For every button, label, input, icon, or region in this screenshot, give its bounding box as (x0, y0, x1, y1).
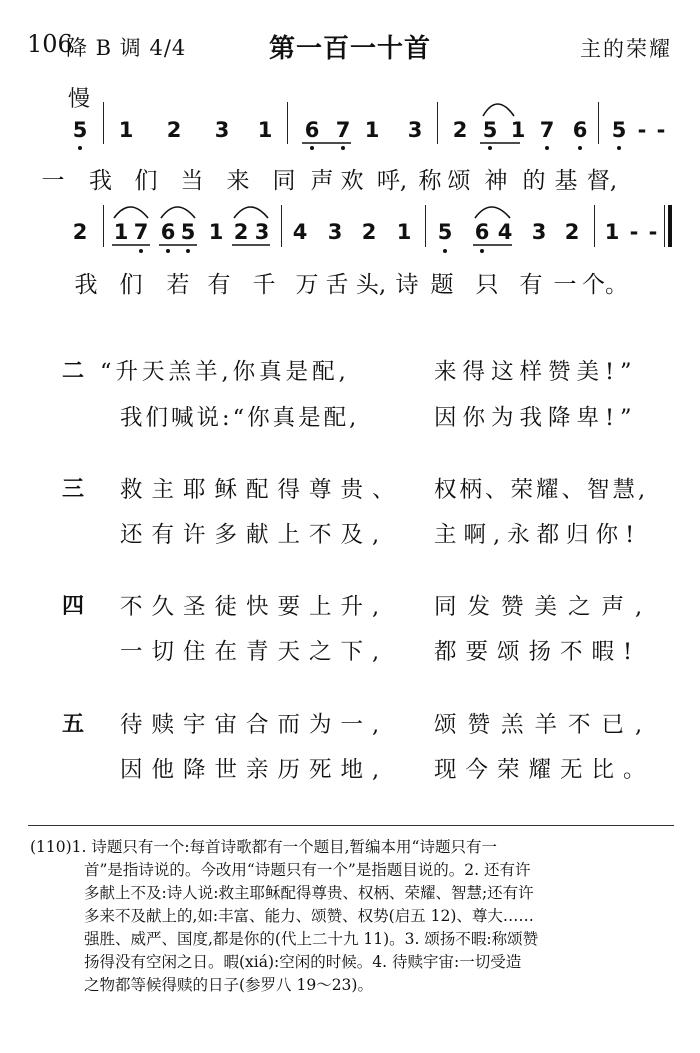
hymn-subtitle: 主的荣耀 (580, 37, 672, 61)
lyric-char: 们 (134, 168, 158, 194)
lyric-char: 我 (89, 168, 112, 194)
lyric-char: 万 (295, 272, 319, 298)
lyric-char: 们 (119, 272, 143, 298)
lyric-char: 基 (554, 168, 578, 194)
verse-line: 救主耶稣配得尊贵、 (120, 477, 404, 503)
verse-line: 一切住在青天之下, (120, 639, 389, 665)
lyric-line-2 (64, 266, 628, 299)
lyric-char: 声 (310, 168, 334, 194)
note: 2 (166, 118, 182, 142)
lyric-char: 我 (74, 272, 98, 298)
verse-line: 我们喊说:“你真是配, (120, 405, 360, 431)
note: 1 (113, 220, 129, 244)
lyric-char: 只 (475, 272, 499, 298)
octave-dot (186, 249, 190, 253)
note: 1 (257, 118, 273, 142)
verse-number: 二 (62, 359, 85, 384)
note: 2 (564, 220, 580, 244)
note: 3 (214, 118, 230, 142)
verse-line: 因他降世亲历死地, (120, 757, 389, 783)
footnote-divider (28, 825, 674, 826)
note: 1 (118, 118, 134, 142)
footnote-line: 扬得没有空闲之日。暇(xiá):空闲的时候。4. 待赎宇宙:一切受造 (84, 953, 522, 971)
note: 2 (452, 118, 468, 142)
note: 7 (335, 118, 351, 142)
footnote-line: 多献上不及:诗人说:救主耶稣配得尊贵、权柄、荣耀、智慧;还有许 (84, 884, 534, 902)
octave-dot (480, 249, 484, 253)
note: 6 (572, 118, 588, 142)
note: 4 (292, 220, 308, 244)
footnote-line: 之物都等候得赎的日子(参罗八 19～23)。 (84, 976, 373, 994)
verse-line: 主啊,永都归你! (434, 522, 642, 548)
note: 1 (364, 118, 380, 142)
lyric-char: 督, (586, 168, 618, 194)
note: 3 (407, 118, 423, 142)
note: 1 (396, 220, 412, 244)
lyric-char: 颂 (447, 168, 471, 194)
lyric-char: 有 (519, 272, 543, 298)
verse-line: 待赎宇宙合而为一, (120, 712, 389, 738)
note: 7 (539, 118, 555, 142)
verse-number: 三 (62, 477, 85, 502)
lyric-char: 有 (207, 272, 231, 298)
note: 2 (233, 220, 249, 244)
verse-line: 现今荣耀无比。 (434, 757, 655, 783)
verse-line: 同发赞美之声, (434, 594, 654, 620)
lyric-char: 诗 (395, 272, 419, 298)
page-title: 第一百一十首 (268, 34, 431, 64)
note: 6 (160, 220, 176, 244)
lyric-char: 称 (418, 168, 442, 194)
slur (475, 207, 510, 218)
verse-line: 颂赞羔羊不已, (434, 712, 654, 738)
verse-line: 还有许多献上不及, (120, 522, 389, 548)
lyric-char: 来 (226, 168, 250, 194)
slur (234, 207, 268, 218)
verse-line: “升天羔羊,你真是配, (100, 359, 350, 385)
note: 1 (604, 220, 620, 244)
note: 1 (510, 118, 526, 142)
dash: - (637, 118, 647, 142)
verse-line: 权柄、荣耀、智慧, (434, 477, 649, 503)
hymn-number: 106 (27, 30, 73, 58)
tempo-marking: 慢 (68, 87, 91, 112)
notation-marks-2 (0, 0, 700, 300)
lyric-char: 同 (272, 168, 296, 194)
footnote-line: (110)1. 诗题只有一个:每首诗歌都有一个题目,暂编本用“诗题只有一 (30, 838, 497, 856)
verse-number: 五 (62, 712, 85, 737)
note: 2 (361, 220, 377, 244)
lyric-char: 神 (484, 168, 508, 194)
slur (161, 207, 195, 218)
note: 2 (72, 220, 88, 244)
lyric-char: 千 (252, 272, 276, 298)
lyric-char: 若 (166, 272, 190, 298)
slur (114, 207, 148, 218)
note: 5 (611, 118, 627, 142)
octave-dot (443, 249, 447, 253)
lyric-char: 个。 (582, 272, 628, 298)
octave-dot (166, 249, 170, 253)
footnote-line: 强胜、威严、国度,都是你的(代上二十九 11)。3. 颂扬不暇:称颂赞 (84, 930, 539, 948)
lyric-char: 欢 (340, 168, 364, 194)
dash: - (629, 220, 639, 244)
note: 5 (482, 118, 498, 142)
lyric-char: 一 (41, 168, 65, 194)
note: 5 (437, 220, 453, 244)
lyric-char: 题 (430, 272, 454, 298)
verse-line: 不久圣徒快要上升, (120, 594, 389, 620)
verse-line: 都要颂扬不暇! (434, 639, 642, 665)
verse-number: 四 (62, 594, 85, 619)
score-line-2 (0, 0, 700, 300)
octave-dot (139, 249, 143, 253)
note: 3 (531, 220, 547, 244)
note: 4 (497, 220, 513, 244)
note: 3 (254, 220, 270, 244)
note: 5 (180, 220, 196, 244)
dash: - (656, 118, 666, 142)
key-signature: 降 B 调 4/4 (66, 36, 187, 60)
verse-line: 来得这样赞美!” (434, 359, 638, 385)
note: 6 (304, 118, 320, 142)
note: 7 (133, 220, 149, 244)
lyric-char: 的 (522, 168, 546, 194)
dash: - (648, 220, 658, 244)
footnote-line: 多来不及献上的,如:丰富、能力、颂赞、权势(启五 12)、尊大…… (84, 907, 534, 925)
lyric-char: 舌 (325, 272, 349, 298)
lyric-char: 一 (553, 272, 577, 298)
lyric-char: 当 (180, 168, 204, 194)
note: 1 (208, 220, 224, 244)
lyric-char: 头, (355, 272, 387, 298)
verse-line: 因你为我降卑!” (434, 405, 638, 431)
lyric-char: 呼, (376, 168, 408, 194)
note: 6 (474, 220, 490, 244)
note: 5 (72, 118, 88, 142)
footnote-line: 首”是指诗说的。今改用“诗题只有一个”是指题目说的。2. 还有许 (84, 861, 531, 879)
note: 3 (327, 220, 343, 244)
